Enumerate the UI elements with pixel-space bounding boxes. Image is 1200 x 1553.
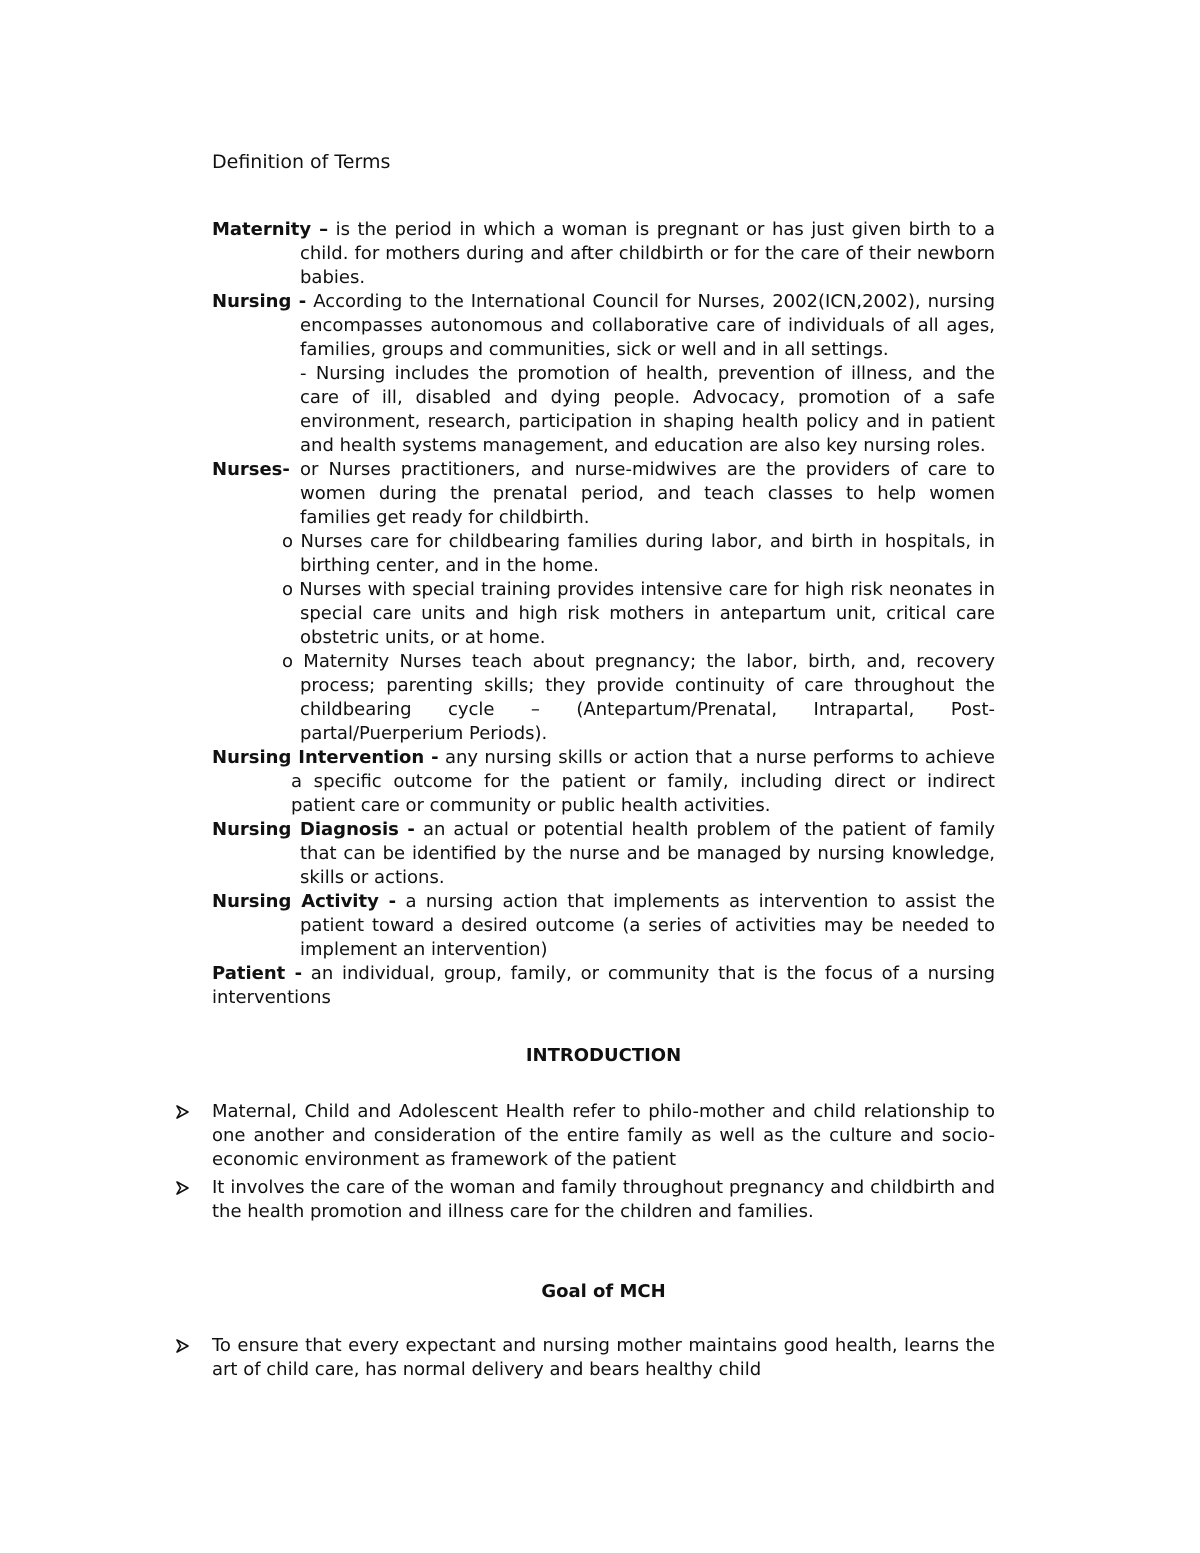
term-nursing: [212, 290, 995, 362]
term-definition: or Nurses practitioners, and nurse-midwives are the providers of care to women during the prenatal period, and teach classes to help women families get ready for childbirth.: [289, 459, 995, 528]
term-nurses: [212, 458, 995, 530]
term-name: Patient -: [212, 963, 303, 984]
term-name: Nursing Activity -: [212, 891, 397, 912]
introduction-list: [212, 1100, 995, 1224]
term-maternity: [212, 218, 995, 290]
term-patient: [212, 962, 995, 1010]
arrowhead-bullet-icon: [174, 1100, 190, 1126]
term-nursing-intervention: [212, 746, 995, 818]
circle-bullet-icon: o: [282, 651, 294, 672]
sub-item-text: Nurses with special training provides intensive care for high risk neonates in special care units and high risk mothers in antepartum unit, critical care obstetric units, or at home.: [299, 579, 995, 648]
bullet-item: [212, 1176, 995, 1224]
bullet-text: It involves the care of the woman and family throughout pregnancy and childbirth and the health promotion and illness care for the children and families.: [212, 1177, 995, 1222]
sub-list-item: [282, 650, 995, 746]
sub-list-item: [282, 578, 995, 650]
introduction-heading: INTRODUCTION: [525, 1045, 682, 1066]
term-name: Nursing Intervention -: [212, 747, 439, 768]
term-name: Nursing Diagnosis -: [212, 819, 415, 840]
term-name: Maternity –: [212, 219, 329, 240]
term-definition: an individual, group, family, or community that is the focus of a nursing interventions: [212, 963, 996, 1008]
goal-heading: Goal of MCH: [541, 1281, 666, 1302]
nurses-sub-list: [212, 530, 995, 746]
document-content: [212, 150, 995, 1386]
term-definition: an actual or potential health problem of the patient of family that can be identified by the nurse and be managed by nursing knowledge, skills or actions.: [300, 819, 995, 888]
bullet-text: To ensure that every expectant and nursing mother maintains good health, learns the art of child care, has normal delivery and bears healthy child: [212, 1335, 995, 1380]
term-nursing-diagnosis: [212, 818, 995, 890]
term-definition: is the period in which a woman is pregnant or has just given birth to a child. for mothers during and after childbirth or for the care of their newborn babies.: [300, 219, 995, 288]
goal-list: [212, 1334, 995, 1382]
bullet-item: [212, 1334, 995, 1382]
circle-bullet-icon: o: [282, 579, 294, 600]
bullet-text: Maternal, Child and Adolescent Health refer to philo-mother and child relationship to one another and consideration of the entire family as well as the culture and socio-economic environment as framework of the patient: [212, 1101, 995, 1170]
sub-item-text: Maternity Nurses teach about pregnancy; the labor, birth, and, recovery process; parenting skills; they provide continuity of care throughout the childbearing cycle – (Antepartum/Prenatal, Intrapartal, Post-partal/Puerperium Periods).: [300, 651, 995, 744]
term-nursing-extra: - Nursing includes the promotion of health, prevention of illness, and the care of ill, disabled and dying people. Advocacy, promotion of a safe environment, research, participation in shaping health policy and in patient and health systems management, and education are also key nursing roles.: [300, 363, 995, 456]
definitions-list: [212, 218, 995, 1010]
circle-bullet-icon: o: [282, 531, 294, 552]
term-name: Nurses-: [212, 459, 290, 480]
term-definition: According to the International Council for Nurses, 2002(ICN,2002), nursing encompasses autonomous and collaborative care of individuals of all ages, families, groups and communities, sick or well and in all settings.: [300, 291, 995, 360]
arrowhead-bullet-icon: [174, 1176, 190, 1202]
term-nursing-activity: [212, 890, 995, 962]
term-definition: a nursing action that implements as intervention to assist the patient toward a desired outcome (a series of activities may be needed to implement an intervention): [300, 891, 996, 960]
arrowhead-bullet-icon: [174, 1334, 190, 1360]
bullet-item: [212, 1100, 995, 1172]
sub-list-item: [282, 530, 995, 578]
page-title: Definition of Terms: [212, 151, 391, 173]
sub-item-text: Nurses care for childbearing families during labor, and birth in hospitals, in birthing center, and in the home.: [300, 531, 995, 576]
term-name: Nursing -: [212, 291, 307, 312]
term-definition: any nursing skills or action that a nurse performs to achieve a specific outcome for the patient or family, including direct or indirect patient care or community or public health activities.: [291, 747, 995, 816]
